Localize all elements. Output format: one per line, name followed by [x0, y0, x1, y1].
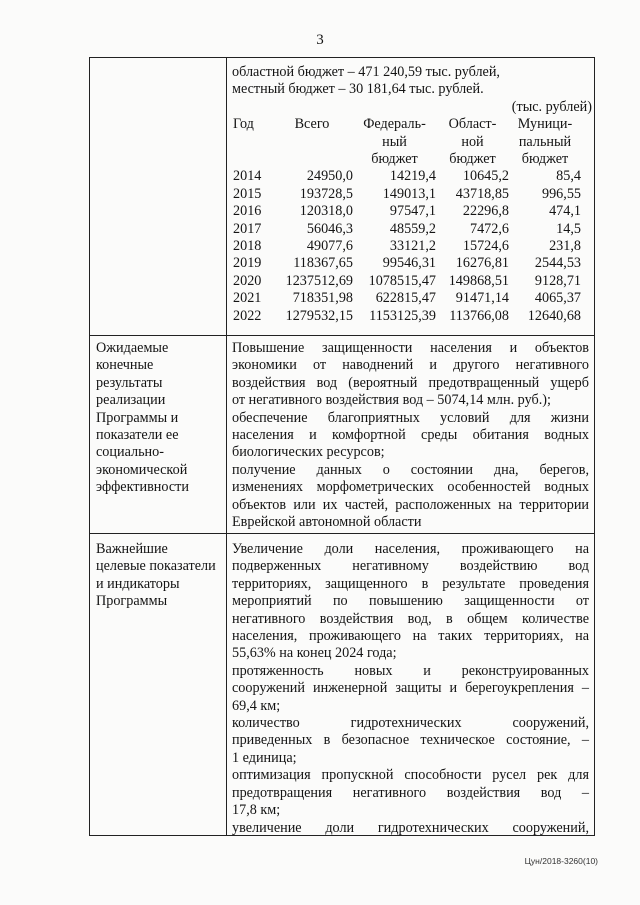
text-line: негативного воздействия вод, в общем количестве: [232, 610, 589, 627]
text-line: населения, проживающего на таких территориях, на: [232, 628, 589, 645]
table-row: [230, 168, 581, 185]
header-line: бюджет: [449, 151, 496, 168]
cell-regional: 10645,2: [462, 168, 509, 185]
header-line: Муници-: [517, 116, 573, 133]
cell-municipal: 474,1: [549, 203, 581, 220]
header-line: Федераль-: [363, 116, 426, 133]
cell-federal: 14219,4: [389, 168, 436, 185]
text-line: от негативного воздействия вод – 5074,14 млн. руб.);: [232, 392, 551, 409]
funding-cell: [232, 64, 592, 325]
target-indicators-text: [232, 541, 589, 837]
text-line: увеличение доли гидротехнических сооружений,: [232, 819, 589, 836]
cell-federal: 1078515,47: [368, 272, 436, 289]
text-line: количество гидротехнических сооружений,: [232, 715, 589, 732]
cell-regional: 15724,6: [462, 238, 509, 255]
text-line: населения и комфортной среды обитания водных: [232, 427, 589, 444]
label-line: экономической: [96, 461, 188, 478]
text-line: Увеличение доли населения, проживающего на: [232, 541, 589, 557]
cell-regional: 149868,51: [448, 272, 509, 289]
funding-table-header: [230, 116, 581, 168]
cell-year: 2019: [233, 255, 262, 272]
text-line: оптимизация пропускной способности русел рек для: [232, 767, 589, 784]
text-line: 69,4 км;: [232, 697, 281, 714]
header-line: пальный: [518, 133, 572, 150]
text-line: воздействия вод (вероятный предотвращенный ущерб: [232, 374, 589, 391]
table-row: [230, 255, 581, 272]
cell-total: 24950,0: [306, 168, 353, 185]
text-line: объектов или их частей, расположенных на территории: [232, 496, 589, 513]
text-line: протяженность новых и реконструированных: [232, 662, 589, 679]
cell-regional: 7472,6: [469, 220, 509, 237]
budget-line-local: местный бюджет – 30 181,64 тыс. рублей.: [232, 81, 484, 98]
cell-year: 2020: [233, 272, 262, 289]
header-municipal: [509, 116, 581, 168]
text-line: 17,8 км;: [232, 802, 281, 819]
cell-federal: 99546,31: [382, 255, 436, 272]
cell-total: 193728,5: [299, 185, 353, 202]
cell-federal: 622815,47: [375, 290, 436, 307]
cell-year: 2022: [233, 307, 262, 324]
cell-regional: 91471,14: [455, 290, 509, 307]
label-line: Программы и: [96, 409, 179, 426]
text-line: получение данных о состоянии дна, берегов,: [232, 461, 589, 478]
label-line: Ожидаемые: [96, 340, 169, 356]
cell-municipal: 12640,68: [527, 307, 581, 324]
text-line: мероприятий по повышению защищенности от: [232, 593, 589, 610]
header-line: бюджет: [371, 151, 418, 168]
cell-year: 2017: [233, 220, 262, 237]
budget-line-regional: областной бюджет – 471 240,59 тыс. рублей,: [232, 64, 500, 80]
cell-total: 56046,3: [306, 220, 353, 237]
cell-municipal: 4065,37: [534, 290, 581, 307]
text-line: Повышение защищенности населения и объектов: [232, 340, 589, 356]
text-line: сооружений инженерной защиты и берегоукрепления –: [232, 680, 589, 697]
header-line: ной: [461, 133, 484, 150]
cell-total: 718351,98: [292, 290, 353, 307]
label-line: результаты: [96, 374, 163, 391]
header-regional: [436, 116, 509, 168]
cell-municipal: 9128,71: [534, 272, 581, 289]
label-line: и индикаторы: [96, 575, 180, 592]
column-divider: [226, 58, 227, 835]
text-line: экономики от наводнений и другого негативного: [232, 357, 589, 374]
text-line: предотвращения негативного воздействия вод –: [232, 784, 589, 801]
program-passport-table: [89, 57, 595, 836]
cell-total: 120318,0: [299, 203, 353, 220]
expected-results-text: [232, 340, 589, 531]
header-line: Всего: [294, 116, 330, 133]
text-line: приведенных в безопасное техническое состояние, –: [232, 732, 589, 749]
table-row: [230, 221, 581, 238]
cell-total: 49077,6: [306, 238, 353, 255]
text-line: биологических ресурсов;: [232, 444, 385, 461]
cell-municipal: 85,4: [556, 168, 581, 185]
label-line: целевые показатели: [96, 558, 216, 575]
page-number: 3: [316, 32, 324, 48]
cell-total: 118367,65: [293, 255, 353, 272]
cell-municipal: 231,8: [549, 238, 581, 255]
header-total: [271, 116, 353, 168]
cell-municipal: 996,55: [541, 185, 581, 202]
text-line: обеспечение благоприятных условий для жизни: [232, 409, 589, 426]
cell-total: 1237512,69: [285, 272, 353, 289]
label-line: Программы: [96, 593, 168, 610]
cell-municipal: 14,5: [556, 220, 581, 237]
label-line: эффективности: [96, 479, 189, 496]
cell-federal: 33121,2: [389, 238, 436, 255]
text-line: территориях, защищенного в результате проведения: [232, 575, 589, 592]
label-line: показатели ее: [96, 427, 179, 444]
label-line: социально-: [96, 444, 164, 461]
funding-table-body: [230, 168, 581, 325]
label-line: реализации: [96, 392, 166, 409]
funding-by-year-table: [230, 116, 581, 325]
text-line: 1 единица;: [232, 749, 297, 766]
text-line: 55,63% на конец 2024 года;: [232, 645, 397, 662]
table-row: [230, 308, 581, 325]
header-line: ный: [382, 133, 407, 150]
text-line: подверженных негативному воздействию вод: [232, 558, 589, 575]
cell-regional: 16276,81: [455, 255, 509, 272]
header-line: Год: [233, 116, 254, 133]
cell-federal: 97547,1: [389, 203, 436, 220]
cell-regional: 113766,08: [449, 307, 509, 324]
header-line: Област-: [448, 116, 497, 133]
cell-regional: 22296,8: [462, 203, 509, 220]
header-year: [230, 116, 271, 168]
table-row: [230, 290, 581, 307]
cell-regional: 43718,85: [455, 185, 509, 202]
label-line: Важнейшие: [96, 541, 168, 557]
expected-results-label: [96, 340, 222, 497]
cell-federal: 1153125,39: [369, 307, 436, 324]
text-line: изменениях морфометрических особенностей водных: [232, 479, 589, 496]
row-divider-2: [90, 533, 594, 534]
document-code: Цун/2018-3260(10): [524, 856, 598, 866]
cell-total: 1279532,15: [285, 307, 353, 324]
cell-year: 2021: [233, 290, 262, 307]
text-line: Еврейской автономной области: [232, 514, 422, 531]
cell-federal: 149013,1: [382, 185, 436, 202]
cell-municipal: 2544,53: [534, 255, 581, 272]
cell-year: 2014: [233, 168, 262, 185]
cell-year: 2018: [233, 238, 262, 255]
cell-federal: 48559,2: [389, 220, 436, 237]
table-row: [230, 203, 581, 220]
table-row: [230, 273, 581, 290]
funding-header-row: [230, 116, 581, 168]
label-line: конечные: [96, 357, 154, 374]
units-label: (тыс. рублей): [511, 98, 592, 115]
row-divider-1: [90, 335, 594, 336]
table-row: [230, 238, 581, 255]
header-federal: [353, 116, 436, 168]
table-row: [230, 186, 581, 203]
cell-year: 2015: [233, 185, 262, 202]
cell-year: 2016: [233, 203, 262, 220]
header-line: бюджет: [521, 151, 569, 168]
target-indicators-label: [96, 541, 222, 611]
